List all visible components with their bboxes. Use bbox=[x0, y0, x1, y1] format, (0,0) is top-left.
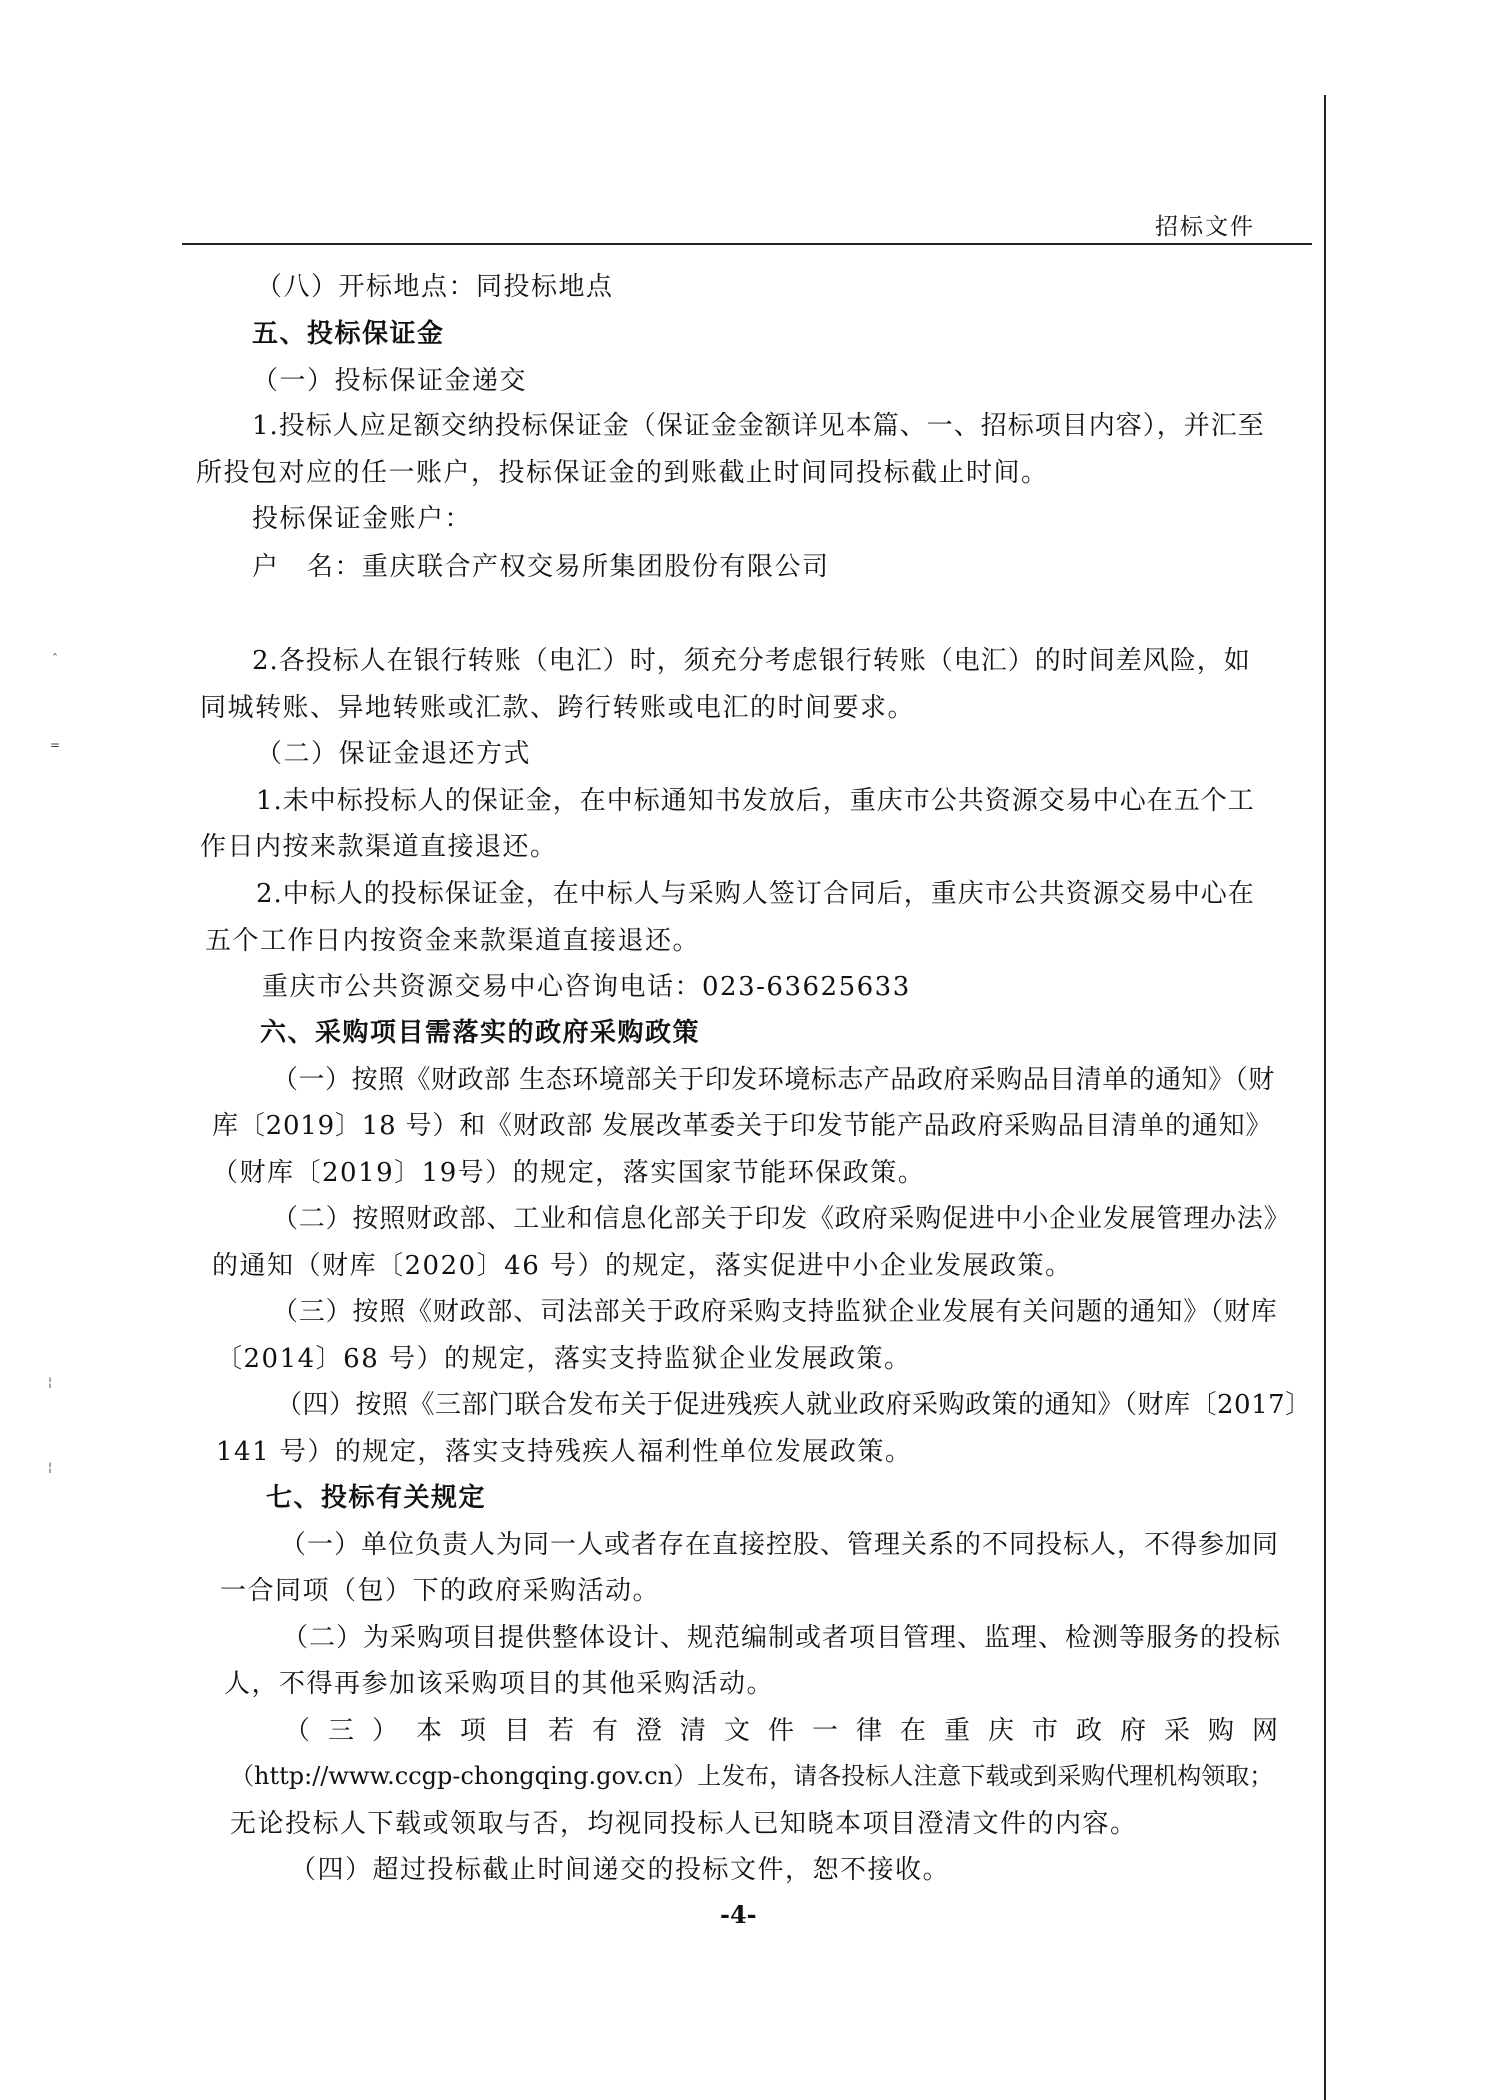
contact-phone: 重庆市公共资源交易中心咨询电话：023-63625633 bbox=[262, 972, 911, 1002]
text-line: 的通知（财库〔2020〕46 号）的规定，落实促进中小企业发展政策。 bbox=[212, 1251, 1073, 1281]
page-number: -4- bbox=[720, 1900, 757, 1929]
section-heading: 七、投标有关规定 bbox=[266, 1483, 487, 1513]
subsection-heading: （二）保证金退还方式 bbox=[256, 739, 532, 769]
text-line: （二）按照财政部、工业和信息化部关于印发《政府采购促进中小企业发展管理办法》 bbox=[272, 1204, 1291, 1234]
scan-mark: ¦ bbox=[48, 1375, 53, 1389]
right-margin-rule bbox=[1324, 95, 1326, 2100]
text-line: 1.投标人应足额交纳投标保证金（保证金金额详见本篇、一、招标项目内容），并汇至 bbox=[252, 411, 1265, 441]
text-line: （三）按照《财政部、司法部关于政府采购支持监狱企业发展有关问题的通知》（财库 bbox=[272, 1297, 1278, 1327]
scan-mark: = bbox=[50, 738, 61, 752]
text-line: 人，不得再参加该采购项目的其他采购活动。 bbox=[224, 1669, 775, 1699]
text-line: 1.未中标投标人的保证金，在中标通知书发放后，重庆市公共资源交易中心在五个工 bbox=[256, 786, 1255, 816]
text-line: （四）超过投标截止时间递交的投标文件，恕不接收。 bbox=[290, 1855, 951, 1885]
scan-mark: ˆ bbox=[52, 652, 58, 666]
text-line: 户 名：重庆联合产权交易所集团股份有限公司 bbox=[252, 552, 830, 582]
section-heading: 六、采购项目需落实的政府采购政策 bbox=[260, 1018, 701, 1048]
text-line: 作日内按来款渠道直接退还。 bbox=[200, 832, 558, 862]
text-line: 所投包对应的任一账户，投标保证金的到账截止时间同投标截止时间。 bbox=[196, 458, 1049, 488]
text-line: （二）为采购项目提供整体设计、规范编制或者项目管理、监理、检测等服务的投标 bbox=[282, 1623, 1282, 1653]
text-line: （三）本项目若有澄清文件一律在重庆市政府采购网 bbox=[284, 1716, 1297, 1746]
text-line: （一）按照《财政部 生态环境部关于印发环境标志产品政府采购品目清单的通知》（财 bbox=[272, 1065, 1275, 1095]
text-line: 一合同项（包）下的政府采购活动。 bbox=[220, 1576, 661, 1606]
header-title: 招标文件 bbox=[1155, 214, 1255, 240]
text-line: 库〔2019〕18 号）和《财政部 发展改革委关于印发节能产品政府采购品目清单的通知》 bbox=[212, 1111, 1273, 1141]
website-line: （http://www.ccgp-chongqing.gov.cn）上发布，请各投标人注意下载或到采购代理机构领取； bbox=[230, 1762, 1274, 1790]
text-line: 同城转账、异地转账或汇款、跨行转账或电汇的时间要求。 bbox=[200, 693, 916, 723]
text-line: 〔2014〕68 号）的规定，落实支持监狱企业发展政策。 bbox=[216, 1344, 912, 1374]
text-line: 投标保证金账户： bbox=[252, 504, 473, 534]
text-line: 141 号）的规定，落实支持残疾人福利性单位发展政策。 bbox=[216, 1437, 913, 1467]
text-line: （八）开标地点：同投标地点 bbox=[256, 272, 614, 302]
section-heading: 五、投标保证金 bbox=[252, 319, 445, 349]
subsection-heading: （一）投标保证金递交 bbox=[252, 366, 528, 396]
text-line: 2.中标人的投标保证金，在中标人与采购人签订合同后，重庆市公共资源交易中心在 bbox=[256, 879, 1255, 909]
scan-mark: ¦ bbox=[48, 1460, 53, 1474]
header-rule bbox=[182, 243, 1312, 245]
text-line: （一）单位负责人为同一人或者存在直接控股、管理关系的不同投标人，不得参加同 bbox=[280, 1530, 1280, 1560]
text-line: （四）按照《三部门联合发布关于促进残疾人就业政府采购政策的通知》（财库〔2017〕 bbox=[276, 1390, 1312, 1420]
text-line: 无论投标人下载或领取与否，均视同投标人已知晓本项目澄清文件的内容。 bbox=[230, 1809, 1138, 1839]
text-line: 五个工作日内按资金来款渠道直接退还。 bbox=[205, 926, 701, 956]
text-line: （财库〔2019〕19号）的规定，落实国家节能环保政策。 bbox=[212, 1158, 926, 1188]
text-line: 2.各投标人在银行转账（电汇）时，须充分考虑银行转账（电汇）的时间差风险，如 bbox=[252, 646, 1251, 676]
